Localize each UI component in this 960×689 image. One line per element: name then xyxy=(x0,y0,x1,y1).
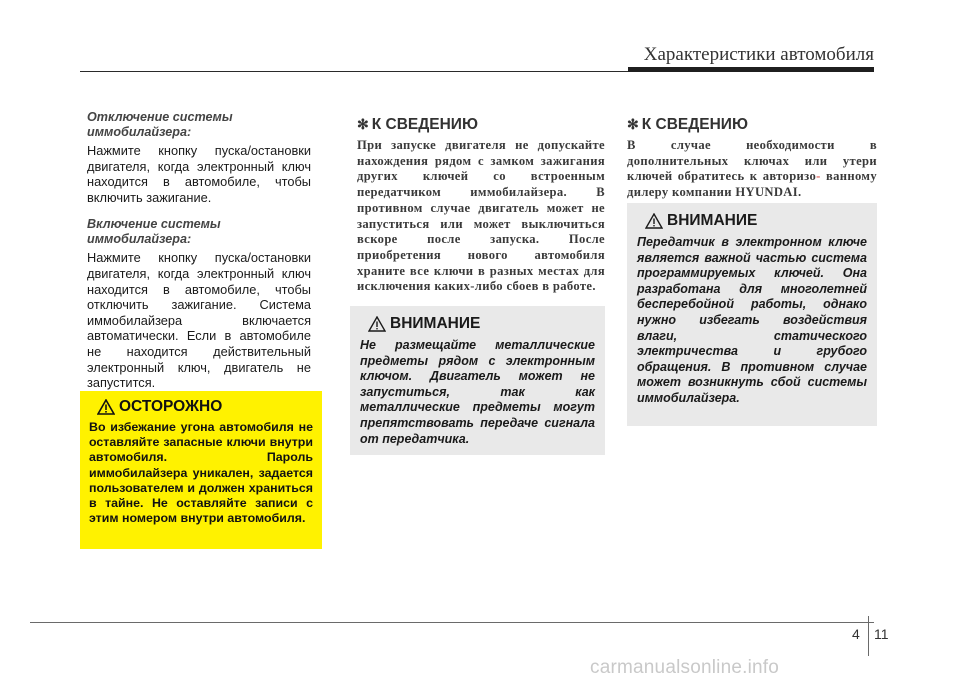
warning-title xyxy=(368,314,595,334)
note-hyphen: - xyxy=(816,169,821,184)
note-heading xyxy=(627,114,877,135)
note-text xyxy=(627,138,877,201)
caution-title xyxy=(97,397,313,417)
header-rule-accent xyxy=(628,67,874,72)
note-text-part2: ванному дилеру компании HYUNDAI. xyxy=(627,169,877,200)
footer-rule xyxy=(30,622,874,623)
right-column xyxy=(627,114,877,201)
note-text: При запуске двигателя не допускайте нахождения рядом с замком зажигания других ключей со встроенным передатчиком иммобилайзера. В противном случае двигатель может не запуститься или может выключиться вскоре после запуска. После приобретения нового автомобиля храните все ключи в разных местах для исключения каких-либо сбоев в работе. xyxy=(357,138,605,294)
asterisk-icon: ✻ xyxy=(627,116,639,132)
left-column xyxy=(87,110,311,391)
warning-triangle-icon xyxy=(368,316,386,332)
immobilizer-off-heading: Отключение системы иммобилайзера: xyxy=(87,110,233,139)
caution-box xyxy=(80,391,322,549)
warning-title-text: ВНИМАНИЕ xyxy=(667,212,758,229)
note-text-part1: В случае необходимости в дополнительных ключах или утери ключей обратитесь к авторизо xyxy=(627,138,877,184)
watermark: carmanualsonline.info xyxy=(590,657,780,678)
section-number: 4 xyxy=(852,626,860,642)
warning-text: Не размещайте металлические предметы рядом с электронным ключом. Двигатель может не запуститься, так как металлические предметы могут препятствовать передаче сигнала от передатчика. xyxy=(360,338,595,446)
note-heading-text: К СВЕДЕНИЮ xyxy=(641,116,748,133)
warning-box-transmitter xyxy=(627,203,877,426)
page-number: 11 xyxy=(874,626,889,642)
immobilizer-off-text: Нажмите кнопку пуска/остановки двигателя, когда электронный ключ находится в автомобиле, чтобы включить зажигание. xyxy=(87,143,311,205)
caution-title-text: ОСТОРОЖНО xyxy=(119,398,223,415)
note-heading-text: К СВЕДЕНИЮ xyxy=(371,116,478,133)
immobilizer-on-heading: Включение системы иммобилайзера: xyxy=(87,217,221,247)
header-title: Характеристики автомобиля xyxy=(643,44,874,65)
middle-column xyxy=(357,114,605,295)
caution-text: Во избежание угона автомобиля не оставляйте запасные ключи внутри автомобиля. Пароль иммобилайзера уникален, задается пользователем и должен храниться в тайне. Не оставляйте записи с этим номером внутри автомобиля. xyxy=(89,420,313,526)
warning-triangle-icon xyxy=(645,213,663,229)
warning-triangle-icon xyxy=(97,399,115,415)
immobilizer-on-text: Нажмите кнопку пуска/остановки двигателя, когда электронный ключ находится в автомобиле, чтобы отключить зажигание. Система иммобилайзера включается автоматически. Если в автомобиле не находится действительный электронный ключ, двигатель не запустится. xyxy=(87,250,311,391)
warning-title xyxy=(645,211,867,231)
asterisk-icon: ✻ xyxy=(357,116,369,132)
warning-title-text: ВНИМАНИЕ xyxy=(390,315,481,332)
warning-box-metal xyxy=(350,306,605,455)
footer-divider xyxy=(868,616,869,656)
note-heading xyxy=(357,114,605,135)
warning-text: Передатчик в электронном ключе является важной частью система программируемых ключей. Она разработана для многолетней бесперебойной работы, однако нужно избегать воздействия влаги, статического электричества и грубого обращения. В противном случае может возникнуть сбой системы иммобилайзера. xyxy=(637,235,867,405)
